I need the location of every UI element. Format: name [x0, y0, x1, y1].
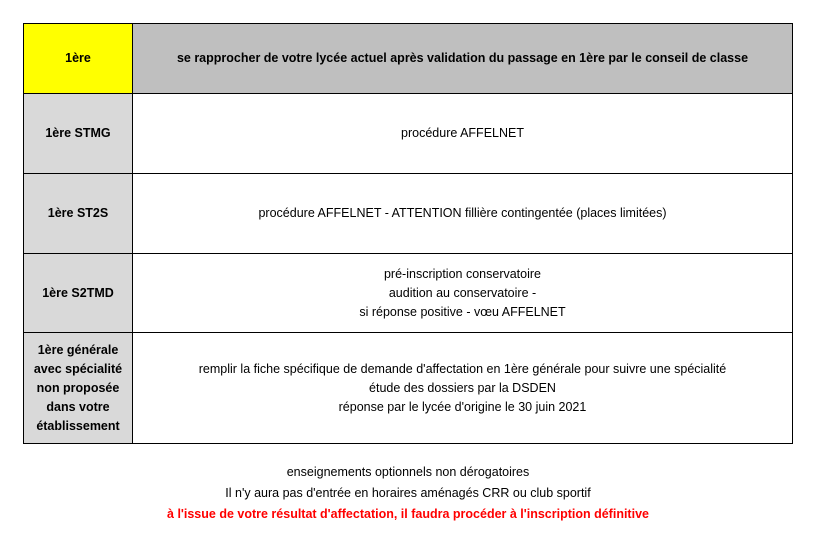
label-line: 1ère STMG: [45, 126, 111, 140]
affectation-table: [23, 23, 793, 444]
note-optional-teaching: enseignements optionnels non dérogatoires: [286, 465, 530, 479]
label-line: établissement: [36, 418, 120, 433]
note-no-adjusted-schedule: Il n'y aura pas d'entrée en horaires aménagés CRR ou club sportif: [225, 486, 591, 500]
row-label-st2s: [24, 174, 133, 254]
row-content-st2s: [133, 174, 793, 254]
note-warning-final-registration: à l'issue de votre résultat d'affectation, il faudra procéder à l'inscription définitive: [167, 507, 649, 521]
label-line: avec spécialité: [33, 361, 123, 376]
row-label-stmg: [24, 94, 133, 174]
row-content-stmg: [133, 94, 793, 174]
row-label-s2tmd: [24, 254, 133, 333]
footer-notes: [23, 462, 793, 525]
label-line: 1ère ST2S: [47, 206, 109, 220]
table-row: [24, 174, 793, 254]
content-line: si réponse positive - vœu AFFELNET: [359, 304, 566, 319]
content-line: remplir la fiche spécifique de demande d'affectation en 1ère générale pour suivre une spécialité: [198, 361, 727, 376]
label-line: 1ère S2TMD: [42, 285, 114, 300]
content-line: procédure AFFELNET - ATTENTION fillière contingentée (places limitées): [258, 206, 667, 220]
label-line: 1ère: [65, 51, 91, 65]
table-row: [24, 333, 793, 444]
label-line: 1ère générale: [37, 342, 119, 357]
row-label-generale: [24, 333, 133, 444]
row-content-s2tmd: [133, 254, 793, 333]
content-line: réponse par le lycée d'origine le 30 juin 2021: [338, 399, 587, 414]
table-row: [24, 94, 793, 174]
label-line: dans votre: [46, 399, 110, 414]
content-line: audition au conservatoire -: [388, 285, 537, 300]
content-line: procédure AFFELNET: [401, 126, 524, 140]
row-content-1ere: [133, 24, 793, 94]
label-line: non proposée: [36, 380, 120, 395]
row-content-generale: [133, 333, 793, 444]
content-line: étude des dossiers par la DSDEN: [369, 380, 556, 395]
content-line: pré-inscription conservatoire: [383, 266, 541, 281]
table-row: [24, 254, 793, 333]
content-line: se rapprocher de votre lycée actuel après validation du passage en 1ère par le conseil de classe: [176, 51, 749, 65]
table-row: [24, 24, 793, 94]
row-label-1ere: [24, 24, 133, 94]
